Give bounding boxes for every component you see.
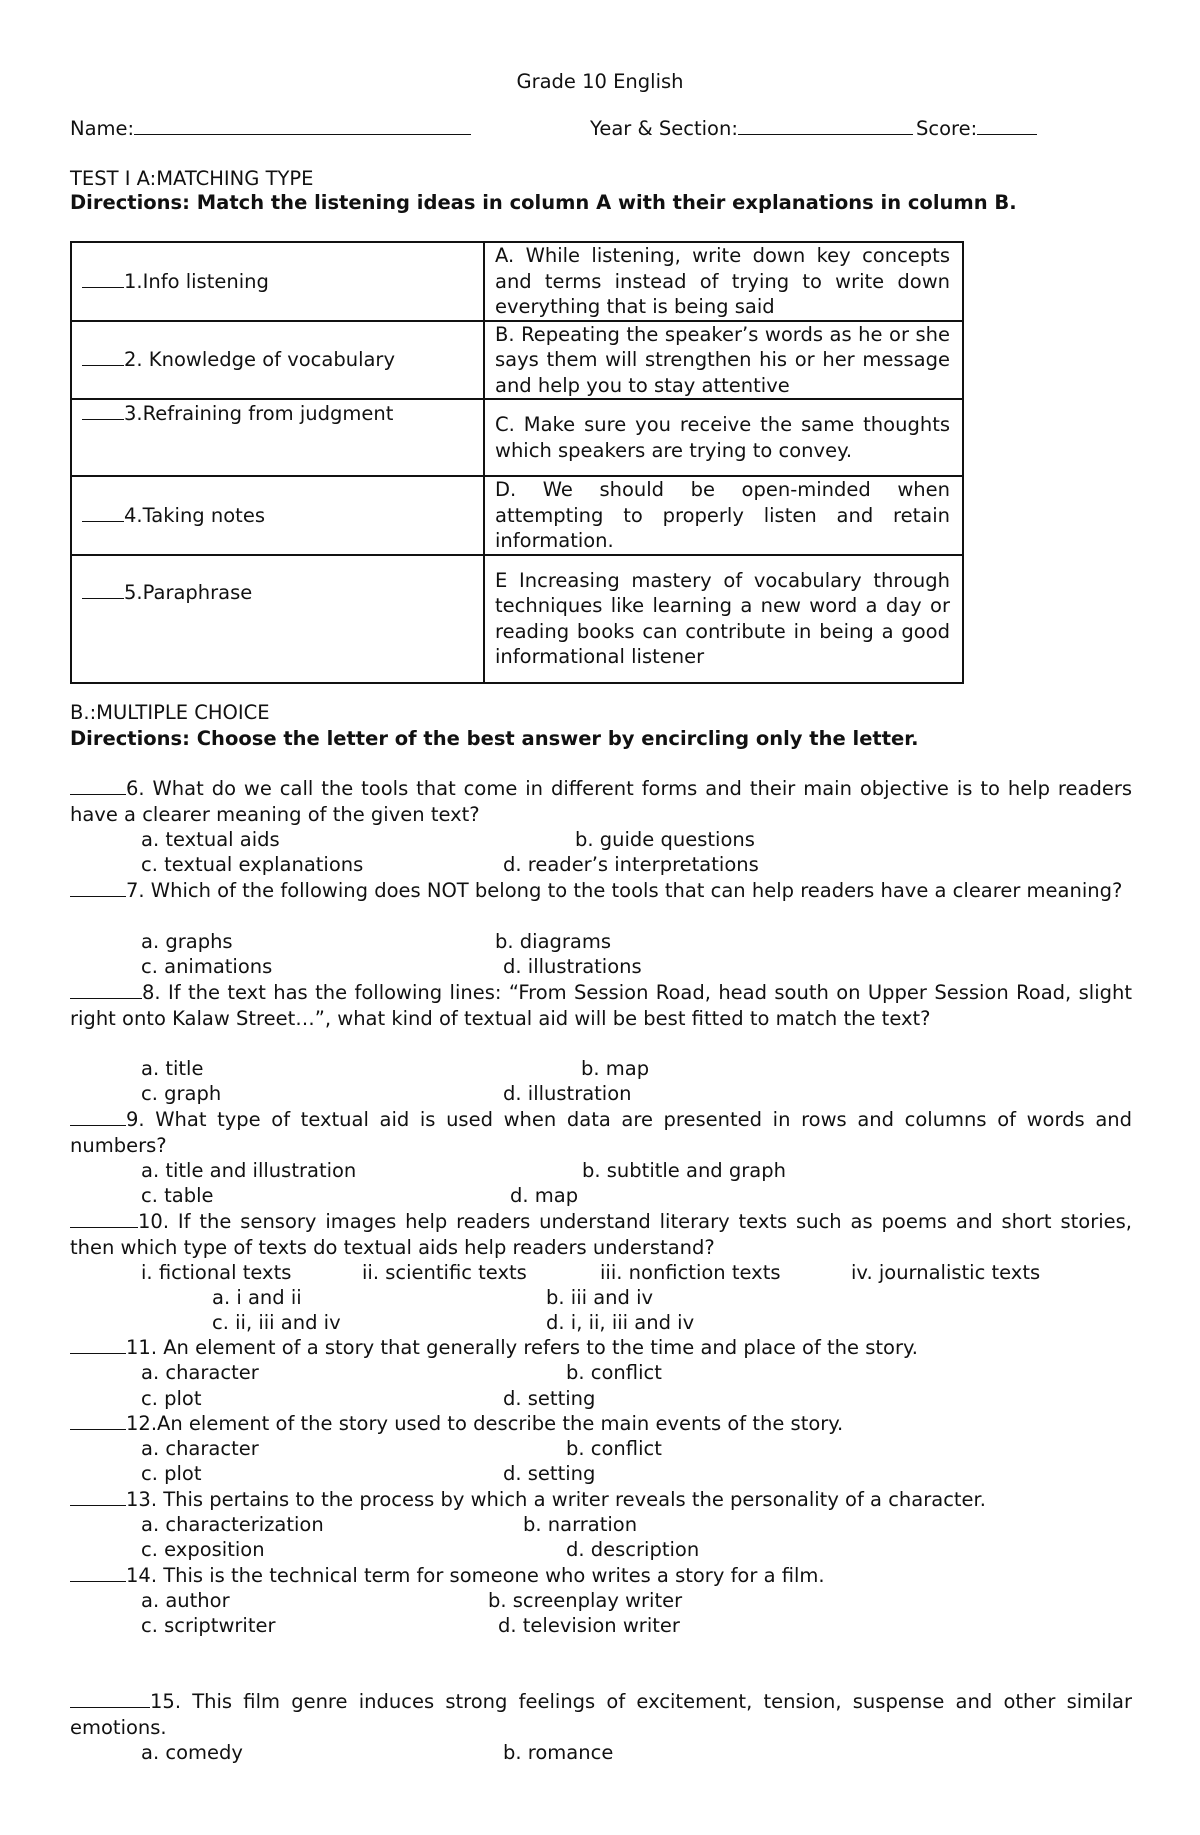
answer-blank[interactable] (70, 1210, 138, 1228)
option-b[interactable]: b. diagrams (495, 930, 612, 953)
question-text: 15. This film genre induces strong feelings of excitement, tension, suspense and other similar emotions. (70, 1690, 1132, 1739)
answer-blank[interactable] (82, 581, 124, 599)
question-6 (70, 776, 1132, 827)
answer-blank[interactable] (70, 777, 126, 795)
column-a-item: 2. Knowledge of vocabulary (124, 348, 395, 371)
name-blank[interactable] (134, 116, 471, 135)
column-b-cell: D. We should be open-minded when attempting to properly listen and retain information. (484, 476, 963, 555)
option-c[interactable]: c. graph (141, 1082, 222, 1105)
match-row (71, 242, 963, 321)
option-iii: iii. nonfiction texts (600, 1261, 781, 1284)
question-14 (70, 1563, 1132, 1589)
match-row (71, 399, 963, 476)
option-c[interactable]: c. animations (141, 955, 273, 978)
column-b-cell: C. Make sure you receive the same thoughts which speakers are trying to convey. (484, 399, 963, 476)
question-text: 12.An element of the story used to describe the main events of the story. (126, 1412, 844, 1435)
answer-blank[interactable] (70, 879, 126, 897)
column-a-cell[interactable] (71, 476, 484, 555)
option-b[interactable]: b. narration (523, 1513, 638, 1536)
question-13 (70, 1487, 1132, 1513)
option-a[interactable]: a. characterization (141, 1513, 324, 1536)
option-d[interactable]: d. setting (503, 1387, 596, 1410)
answer-blank[interactable] (82, 270, 124, 288)
option-d[interactable]: d. illustrations (503, 955, 642, 978)
year-section-blank[interactable] (738, 116, 913, 135)
year-section-field[interactable] (590, 116, 913, 141)
option-b[interactable]: b. map (581, 1057, 650, 1080)
part-a-heading: TEST I A:MATCHING TYPE (70, 167, 314, 190)
column-a-item: 1.Info listening (124, 269, 269, 293)
option-b[interactable]: b. romance (503, 1741, 614, 1764)
option-b[interactable]: b. iii and iv (546, 1286, 654, 1309)
option-a[interactable]: a. character (141, 1361, 259, 1384)
answer-blank[interactable] (70, 1108, 126, 1126)
option-b[interactable]: b. conflict (566, 1361, 662, 1384)
question-text: 9. What type of textual aid is used when data are presented in rows and columns of words and numbers? (70, 1108, 1132, 1157)
column-a-item: 4.Taking notes (124, 503, 265, 527)
option-c[interactable]: c. plot (141, 1462, 202, 1485)
question-8 (70, 980, 1132, 1031)
match-row (71, 321, 963, 400)
answer-blank[interactable] (70, 1564, 126, 1582)
option-c[interactable]: c. table (141, 1184, 214, 1207)
question-text: 14. This is the technical term for someone who writes a story for a film. (126, 1564, 825, 1587)
option-d[interactable]: d. illustration (503, 1082, 632, 1105)
question-text: 13. This pertains to the process by which a writer reveals the personality of a character. (126, 1488, 986, 1511)
score-label: Score: (916, 117, 978, 140)
option-d[interactable]: d. map (510, 1184, 579, 1207)
question-text: 11. An element of a story that generally refers to the time and place of the story. (126, 1336, 918, 1359)
answer-blank[interactable] (70, 981, 142, 999)
part-b-heading: B.:MULTIPLE CHOICE (70, 701, 270, 724)
name-label: Name: (70, 117, 135, 140)
option-a[interactable]: a. character (141, 1437, 259, 1460)
answer-blank[interactable] (82, 402, 124, 420)
score-field[interactable] (916, 116, 1037, 141)
year-section-label: Year & Section: (590, 117, 738, 140)
option-a[interactable]: a. author (141, 1589, 230, 1612)
column-a-cell[interactable] (71, 321, 484, 400)
option-d[interactable]: d. description (566, 1538, 700, 1561)
answer-blank[interactable] (82, 504, 124, 522)
option-b[interactable]: b. conflict (566, 1437, 662, 1460)
option-i: i. fictional texts (141, 1261, 292, 1284)
option-a[interactable]: a. graphs (141, 930, 233, 953)
option-b[interactable]: b. guide questions (575, 828, 755, 851)
question-text: 8. If the text has the following lines: “From Session Road, head south on Upper Session Road, slight right onto Kalaw Street…”, what kind of textual aid will be best fitted to match the text? (70, 981, 1132, 1030)
question-text: 7. Which of the following does NOT belong to the tools that can help readers have a clearer meaning? (126, 879, 1123, 902)
option-b[interactable]: b. subtitle and graph (582, 1159, 786, 1182)
option-a[interactable]: a. comedy (141, 1741, 243, 1764)
page-title: Grade 10 English (516, 70, 684, 93)
score-blank[interactable] (977, 116, 1037, 135)
answer-blank[interactable] (70, 1336, 126, 1354)
option-ii: ii. scientific texts (362, 1261, 527, 1284)
answer-blank[interactable] (70, 1690, 150, 1708)
part-b-directions: Directions: Choose the letter of the best answer by encircling only the letter. (70, 727, 919, 750)
column-a-cell[interactable] (71, 242, 484, 321)
question-10 (70, 1209, 1132, 1260)
match-row (71, 476, 963, 555)
column-b-cell: E Increasing mastery of vocabulary through techniques like learning a new word a day or reading books can contribute in being a good informational listener (484, 555, 963, 683)
column-a-cell[interactable] (71, 399, 484, 476)
part-a-directions: Directions: Match the listening ideas in column A with their explanations in column B. (70, 191, 1017, 214)
column-a-item: 3.Refraining from judgment (124, 402, 394, 425)
column-a-item: 5.Paraphrase (124, 580, 253, 604)
column-b-cell: B. Repeating the speaker’s words as he or she says them will strengthen his or her message and help you to stay attentive (484, 321, 963, 400)
question-7 (70, 878, 1132, 904)
option-a[interactable]: a. title (141, 1057, 204, 1080)
option-d[interactable]: d. setting (503, 1462, 596, 1485)
question-text: 10. If the sensory images help readers understand literary texts such as poems and short stories, then which type of texts do textual aids help readers understand? (70, 1210, 1132, 1259)
question-9 (70, 1107, 1132, 1158)
option-c[interactable]: c. textual explanations (141, 853, 364, 876)
option-d[interactable]: d. television writer (498, 1614, 680, 1637)
option-c[interactable]: c. ii, iii and iv (212, 1311, 341, 1334)
option-d[interactable]: d. i, ii, iii and iv (546, 1311, 695, 1334)
option-b[interactable]: b. screenplay writer (488, 1589, 683, 1612)
match-row (71, 555, 963, 683)
option-d[interactable]: d. reader’s interpretations (503, 853, 759, 876)
answer-blank[interactable] (70, 1412, 126, 1430)
answer-blank[interactable] (82, 348, 124, 366)
name-field[interactable] (70, 116, 471, 141)
question-15 (70, 1689, 1132, 1740)
answer-blank[interactable] (70, 1488, 126, 1506)
column-a-cell[interactable] (71, 555, 484, 683)
question-text: 6. What do we call the tools that come in different forms and their main objective is to help readers have a clearer meaning of the given text? (70, 777, 1132, 826)
option-c[interactable]: c. plot (141, 1387, 202, 1410)
option-iv: iv. journalistic texts (851, 1261, 1041, 1284)
question-11 (70, 1335, 1132, 1361)
matching-table (70, 241, 964, 684)
option-c[interactable]: c. exposition (141, 1538, 265, 1561)
question-12 (70, 1411, 1132, 1437)
option-a[interactable]: a. title and illustration (141, 1159, 357, 1182)
option-c[interactable]: c. scriptwriter (141, 1614, 276, 1637)
option-a[interactable]: a. textual aids (141, 828, 280, 851)
column-b-cell: A. While listening, write down key concepts and terms instead of trying to write down everything that is being said (484, 242, 963, 321)
option-a[interactable]: a. i and ii (212, 1286, 302, 1309)
